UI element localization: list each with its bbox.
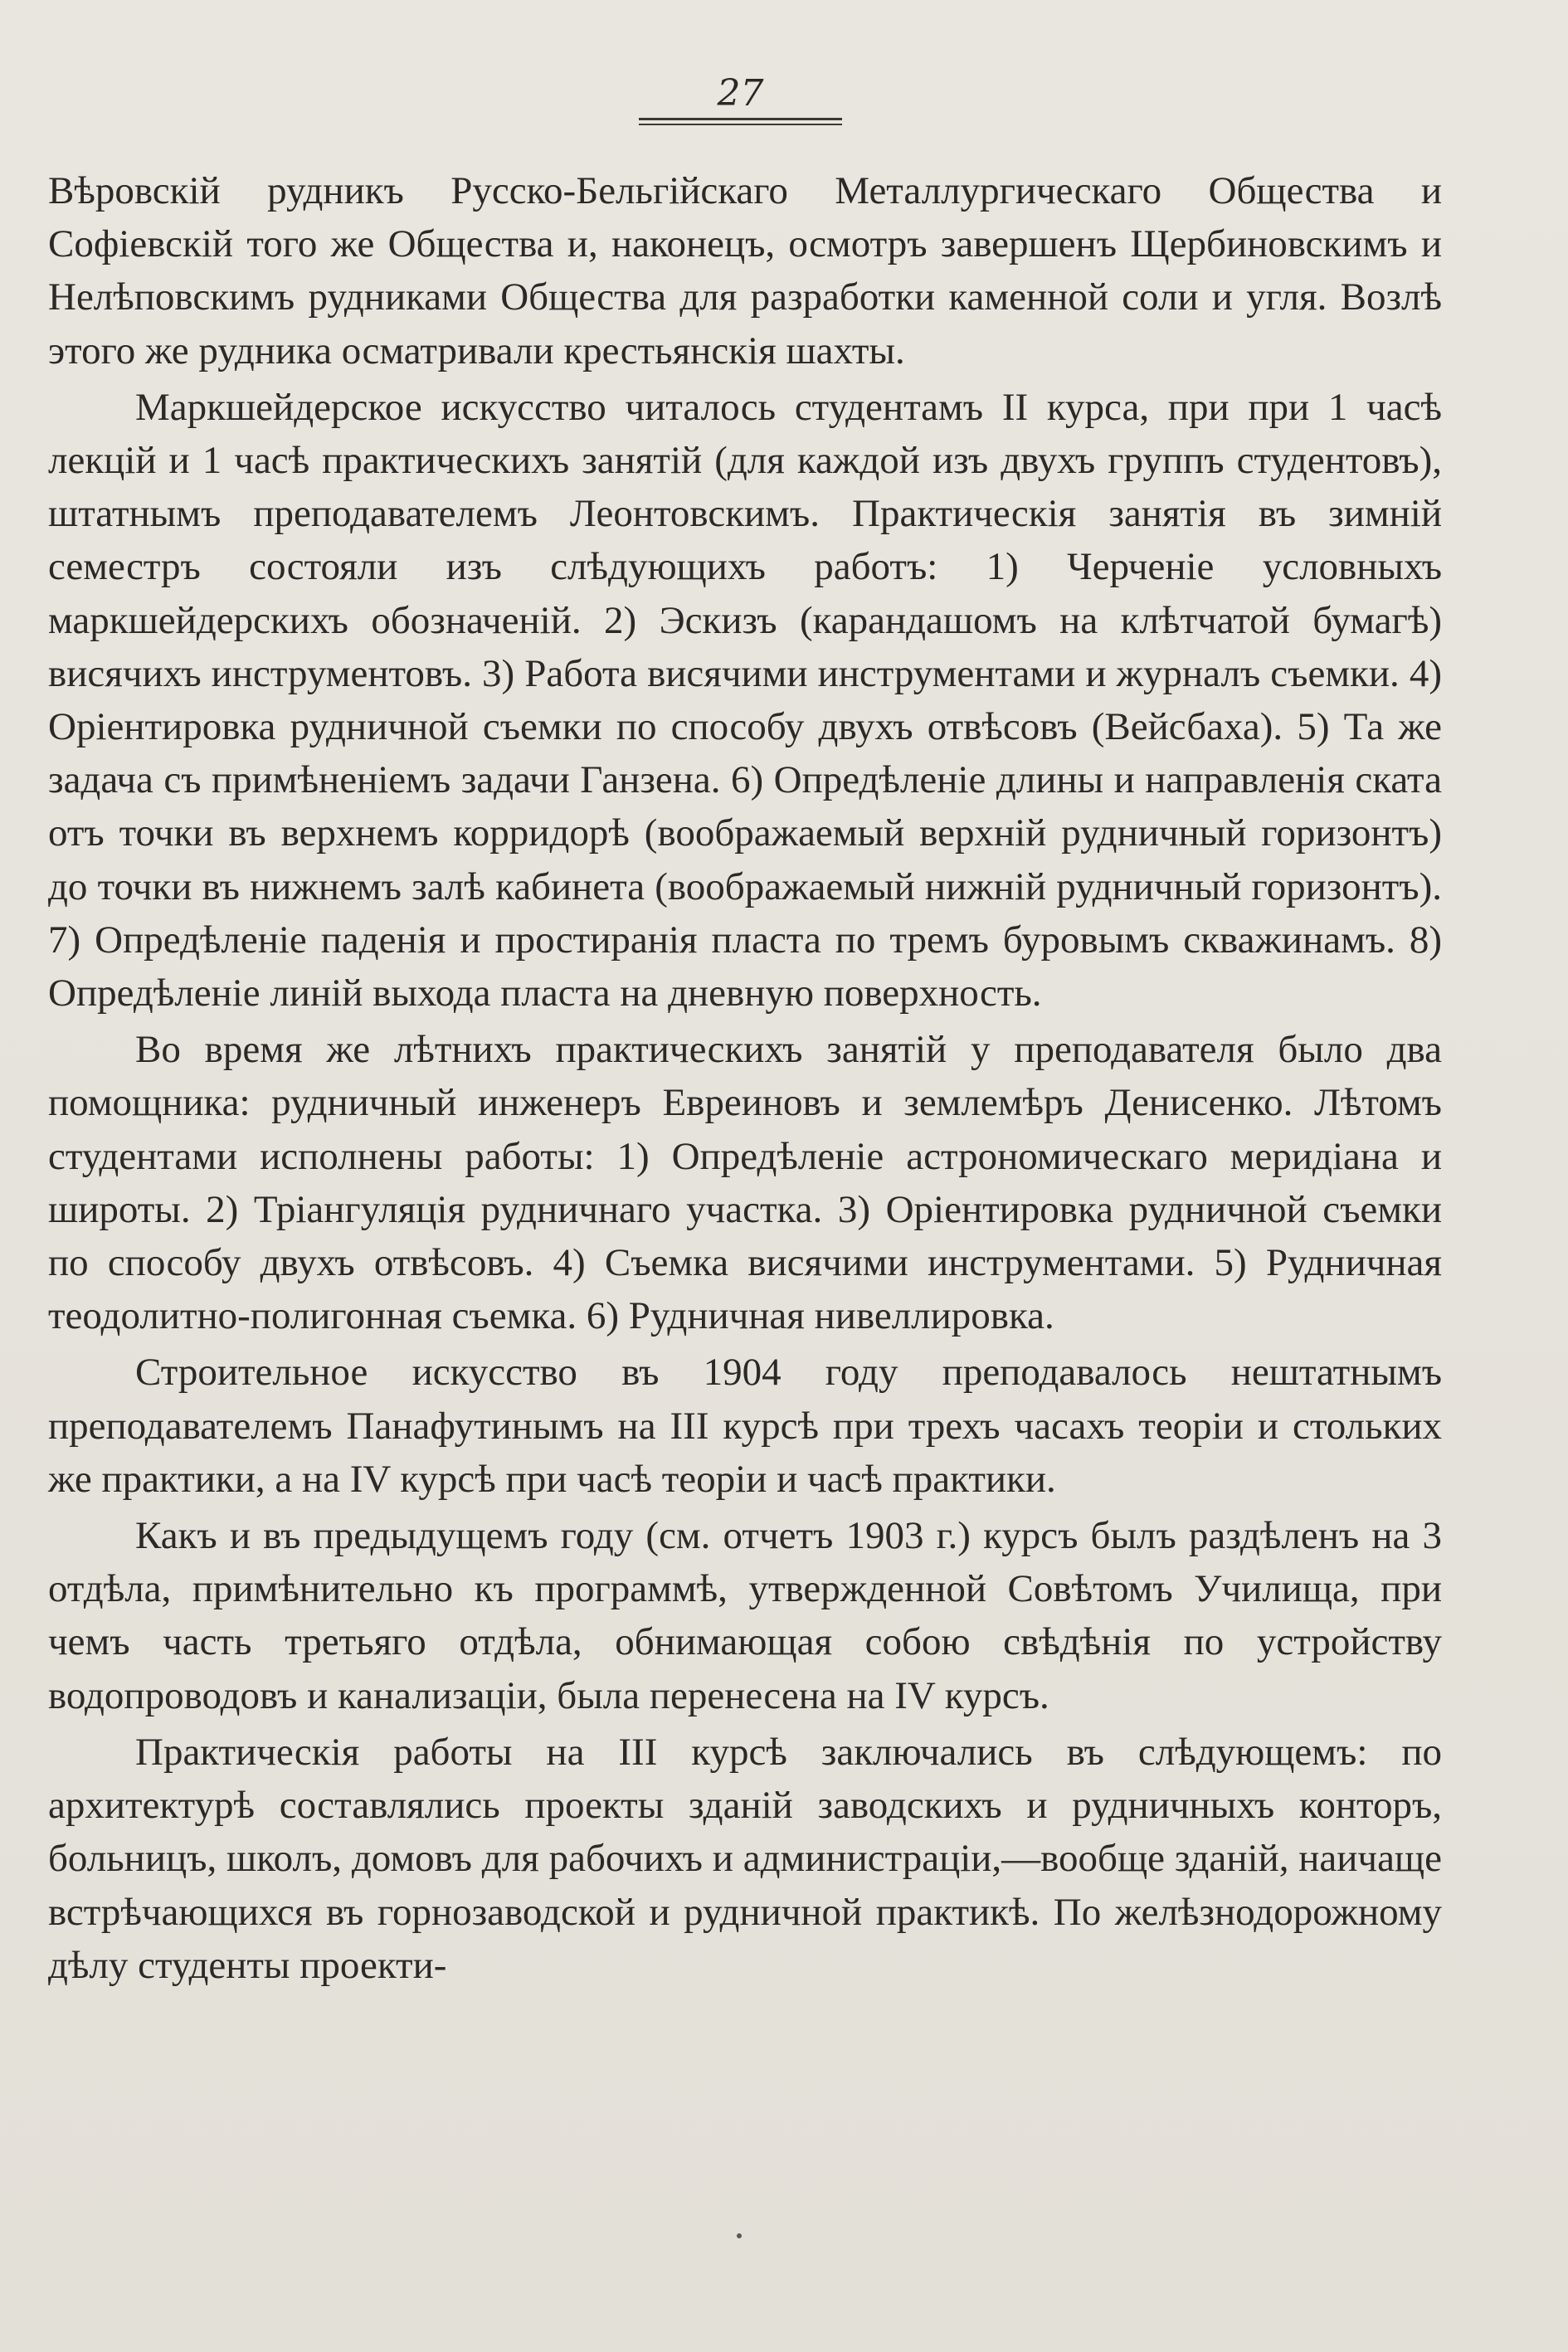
header-rule-thin <box>639 124 842 125</box>
paragraph-2: Маркшейдерское искусство читалось студентамъ II курса, при при 1 часѣ лекцій и 1 часѣ практическихъ занятій (для каждой изъ двухъ группъ студентовъ), штатнымъ преподавателемъ Леонтовскимъ. Практическія занятія въ зимній семестръ состояли изъ слѣдующихъ работъ: 1) Черченіе условныхъ маркшейдерскихъ обозначеній. 2) Эскизъ (карандашомъ на клѣтчатой бумагѣ) висячихъ инструментовъ. 3) Работа висячими инструментами и журналъ съемки. 4) Оріентировка рудничной съемки по способу двухъ отвѣсовъ (Вейсбаха). 5) Та же задача съ примѣненіемъ задачи Ганзена. 6) Опредѣленіе длины и направленія ската отъ точки въ верхнемъ корридорѣ (воображаемый верхній рудничный горизонтъ) до точки въ нижнемъ залѣ кабинета (воображаемый нижній рудничный горизонтъ). 7) Опредѣленіе паденія и простиранія пласта по тремъ буровымъ скважинамъ. 8) Опредѣленіе линій выхода пласта на дневную поверхность. <box>48 385 1442 1015</box>
paragraph-1: Вѣровскій рудникъ Русско-Бельгійскаго Металлургическаго Общества и Софіевскій того же Общества и, наконецъ, осмотръ завершенъ Щербиновскимъ и Нелѣповскимъ рудниками Общества для разработки каменной соли и угля. Возлѣ этого же рудника осматривали крестьянскія шахты. <box>48 169 1442 373</box>
page-header <box>639 73 842 125</box>
ink-speck <box>737 2233 742 2238</box>
paragraph-4: Строительное искусство въ 1904 году преподавалось нештатнымъ преподавателемъ Панафутинымъ на III курсѣ при трехъ часахъ теоріи и стольких же практики, а на IV курсѣ при часѣ теоріи и часѣ практики. <box>48 1351 1442 1501</box>
paragraph-3: Во время же лѣтнихъ практическихъ занятій у преподавателя было два помощника: рудничный инженеръ Евреиновъ и землемѣръ Денисенко. Лѣтомъ студентами исполнены работы: 1) Опредѣленіе астрономическаго меридіана и широты. 2) Тріангуляція рудничнаго участка. 3) Оріентировка рудничной съемки по способу двухъ отвѣсовъ. 4) Съемка висячими инструментами. 5) Рудничная теодолитно-полигонная съемка. 6) Рудничная нивеллировка. <box>48 1028 1442 1338</box>
page-body <box>48 164 1442 1992</box>
page-number: 27 <box>717 72 764 114</box>
header-rule-thick <box>639 118 842 120</box>
paragraph-5: Какъ и въ предыдущемъ году (см. отчетъ 1903 г.) курсъ былъ раздѣленъ на 3 отдѣла, примѣнительно къ программѣ, утвержденной Совѣтомъ Училища, при чемъ часть третьяго отдѣла, обнимающая собою свѣдѣнія по устройству водопроводовъ и канализаціи, была перенесена на IV курсъ. <box>48 1514 1442 1717</box>
paragraph-6: Практическія работы на III курсѣ заключались въ слѣдующемъ: по архитектурѣ составлялись проекты зданій заводскихъ и рудничныхъ конторъ, больницъ, школъ, домовъ для рабочихъ и администраціи,—вообще зданій, наичаще встрѣчающихся въ горнозаводской и рудничной практикѣ. По желѣзнодорожному дѣлу студенты проекти- <box>48 1730 1442 1987</box>
